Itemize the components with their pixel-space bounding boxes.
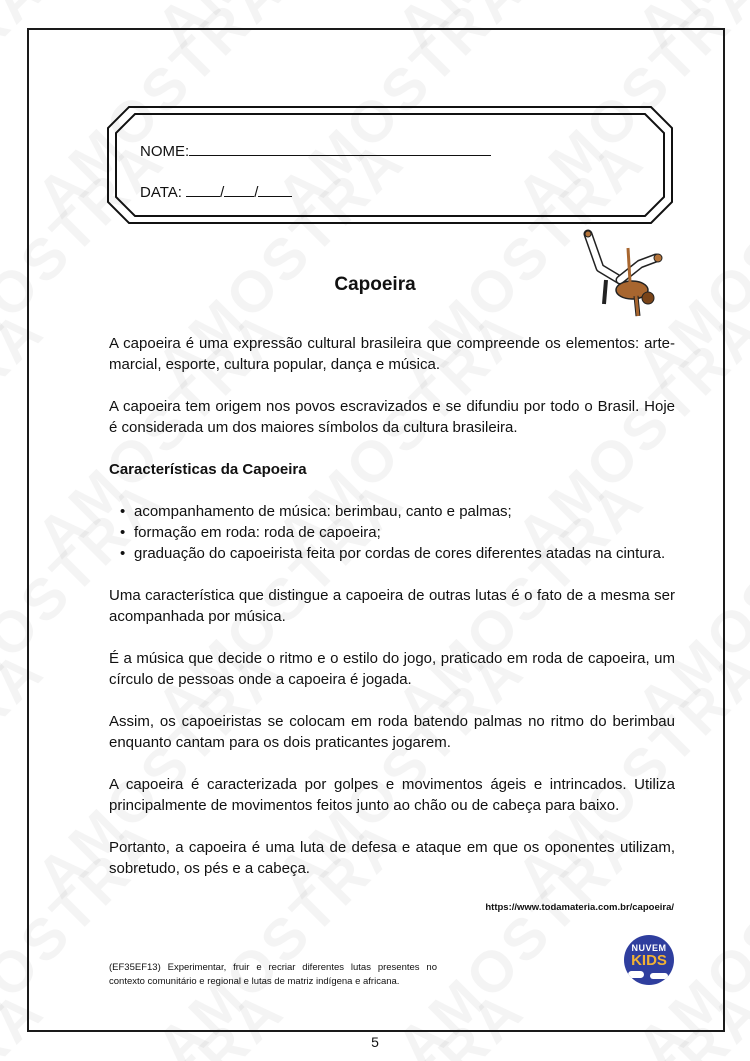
paragraph: Uma característica que distingue a capoeira de outras lutas é o fato de a mesma ser acompanhada por música. [109, 587, 675, 625]
cloud-icon [650, 973, 668, 979]
paragraph: A capoeira é caracterizada por golpes e movimentos ágeis e intrincados. Utiliza principalmente de movimentos feitos junto ao chão ou de cabeça para baixo. [109, 776, 675, 814]
logo-line-1: NUVEM [631, 943, 667, 953]
date-month-blank[interactable] [224, 183, 254, 197]
octagon-frame [107, 106, 673, 224]
date-separator: / [254, 184, 259, 201]
date-separator: / [220, 184, 225, 201]
paragraph: É a música que decide o ritmo e o estilo do jogo, praticado em roda de capoeira, um círculo de pessoas onde a capoeira é jogada. [109, 650, 675, 688]
paragraph: A capoeira é uma expressão cultural brasileira que compreende os elementos: arte-marcial, esporte, cultura popular, dança e música. [109, 335, 675, 373]
logo-line-2: KIDS [631, 952, 667, 969]
paragraph: A capoeira tem origem nos povos escravizados e se difundiu por todo o Brasil. Hoje é considerada um dos maiores símbolos da cultura brasileira. [109, 398, 675, 436]
list-item: • graduação do capoeirista feita por cordas de cores diferentes atadas na cintura. [120, 545, 666, 562]
date-label: DATA: [140, 184, 182, 201]
page-title: Capoeira [334, 274, 416, 295]
bullet-icon: • [120, 503, 126, 520]
date-year-blank[interactable] [258, 183, 292, 197]
paragraph: Assim, os capoeiristas se colocam em roda batendo palmas no ritmo do berimbau enquanto cantam para os dois praticantes jogarem. [109, 713, 675, 751]
date-day-blank[interactable] [186, 183, 220, 197]
bncc-standard-note: (EF35EF13) Experimentar, fruir e recriar diferentes lutas presentes no contexto comunitário e regional e lutas de matriz indígena e africana. [109, 962, 437, 987]
watermark-text [743, 636, 750, 911]
date-field[interactable] [140, 183, 292, 201]
cloud-icon [628, 971, 644, 978]
student-info-box [107, 106, 673, 224]
name-blank-line[interactable] [189, 142, 491, 156]
characteristics-list [109, 501, 675, 564]
watermark-text [743, 296, 750, 571]
name-label: NOME: [140, 143, 190, 160]
list-item: • formação em roda: roda de capoeira; [120, 524, 381, 541]
watermark-text [743, 0, 750, 231]
bullet-icon: • [120, 524, 126, 541]
list-item: • acompanhamento de música: berimbau, canto e palmas; [120, 503, 512, 520]
bullet-icon: • [120, 545, 126, 562]
paragraph: Portanto, a capoeira é uma luta de defesa e ataque em que os oponentes utilizam, sobretudo, os pés e a cabeça. [109, 839, 675, 877]
name-field[interactable] [140, 142, 491, 160]
article-body [109, 333, 675, 900]
section-heading: Características da Capoeira [109, 461, 307, 478]
capoeira-player-icon [580, 228, 670, 318]
page-number: 5 [371, 1034, 379, 1050]
source-link[interactable]: https://www.todamateria.com.br/capoeira/ [485, 902, 674, 913]
nuvem-kids-logo [624, 935, 674, 985]
